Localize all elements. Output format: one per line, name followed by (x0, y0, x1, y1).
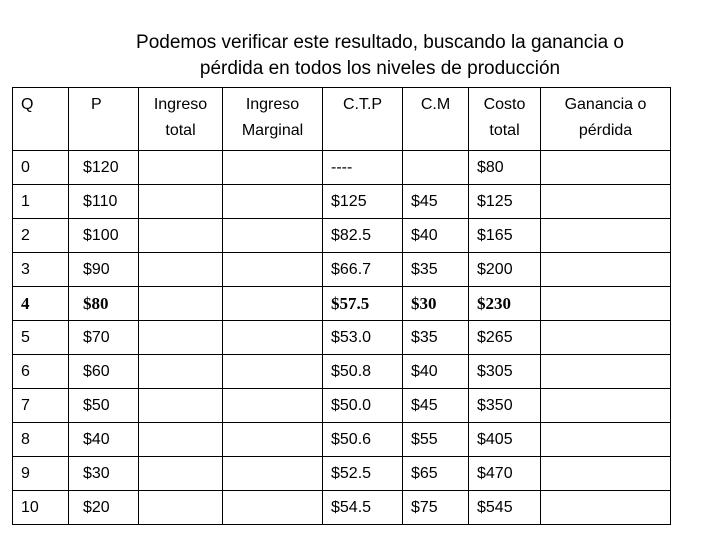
cell-ingreso-marginal (223, 253, 323, 287)
cell-costo-total: $165 (469, 219, 541, 253)
header-ingreso-marginal-line1: Ingreso (245, 96, 300, 113)
cell-ganancia (541, 491, 671, 525)
cell-ingreso-total (139, 287, 223, 321)
header-costo-total-line1: Costo (483, 96, 526, 113)
cell-ingreso-total (139, 423, 223, 457)
cell-ingreso-total (139, 219, 223, 253)
title-line-1: Podemos verificar este resultado, buscando la ganancia o (136, 32, 624, 53)
cell-ingreso-total (139, 253, 223, 287)
cell-q: 4 (13, 287, 69, 321)
cell-p: $60 (69, 355, 139, 389)
cell-ingreso-marginal (223, 389, 323, 423)
cell-p: $120 (69, 151, 139, 185)
cell-costo-total: $230 (469, 287, 541, 321)
cell-ganancia (541, 253, 671, 287)
header-costo-total (469, 88, 541, 151)
header-ingreso-total (139, 88, 223, 151)
cell-ganancia (541, 185, 671, 219)
header-q: Q (13, 88, 69, 151)
cell-cm: $35 (403, 321, 469, 355)
cell-cm: $30 (403, 287, 469, 321)
cell-ganancia (541, 457, 671, 491)
cell-costo-total: $350 (469, 389, 541, 423)
cell-ganancia (541, 287, 671, 321)
cell-ingreso-marginal (223, 491, 323, 525)
cell-p: $30 (69, 457, 139, 491)
cell-ctp: $57.5 (323, 287, 403, 321)
cell-ingreso-marginal (223, 457, 323, 491)
cell-p: $100 (69, 219, 139, 253)
cell-ganancia (541, 151, 671, 185)
cell-q: 1 (13, 185, 69, 219)
cell-cm: $75 (403, 491, 469, 525)
table-row (13, 253, 671, 287)
cell-p: $50 (69, 389, 139, 423)
cell-costo-total: $405 (469, 423, 541, 457)
cell-p: $40 (69, 423, 139, 457)
cell-ingreso-marginal (223, 219, 323, 253)
cell-ctp: $50.6 (323, 423, 403, 457)
cell-q: 7 (13, 389, 69, 423)
header-cm: C.M (403, 88, 469, 151)
table-row (13, 219, 671, 253)
cell-ingreso-marginal (223, 355, 323, 389)
cell-cm: $45 (403, 185, 469, 219)
cell-ingreso-marginal (223, 151, 323, 185)
cell-costo-total: $305 (469, 355, 541, 389)
cell-costo-total: $470 (469, 457, 541, 491)
header-ingreso-total-line1: Ingreso (153, 96, 208, 113)
table-row (13, 423, 671, 457)
cell-cm: $55 (403, 423, 469, 457)
production-table (12, 87, 671, 525)
table-row (13, 457, 671, 491)
cell-ctp: $52.5 (323, 457, 403, 491)
cell-q: 0 (13, 151, 69, 185)
cell-ingreso-total (139, 355, 223, 389)
cell-p: $110 (69, 185, 139, 219)
cell-cm: $40 (403, 355, 469, 389)
cell-costo-total: $125 (469, 185, 541, 219)
cell-p: $20 (69, 491, 139, 525)
cell-costo-total: $200 (469, 253, 541, 287)
cell-q: 10 (13, 491, 69, 525)
table-row (13, 491, 671, 525)
table-row (13, 287, 671, 321)
title-line-2: pérdida en todos los niveles de producción (199, 58, 561, 79)
cell-q: 6 (13, 355, 69, 389)
cell-costo-total: $545 (469, 491, 541, 525)
cell-q: 8 (13, 423, 69, 457)
cell-q: 3 (13, 253, 69, 287)
cell-ingreso-marginal (223, 321, 323, 355)
page-title (80, 30, 680, 82)
table-body (13, 151, 671, 525)
table-row (13, 321, 671, 355)
cell-ingreso-marginal (223, 423, 323, 457)
header-p-label: P (91, 96, 102, 113)
cell-ingreso-total (139, 151, 223, 185)
cell-ctp: $50.0 (323, 389, 403, 423)
table-row (13, 389, 671, 423)
cell-ganancia (541, 423, 671, 457)
cell-p: $80 (69, 287, 139, 321)
cell-cm: $65 (403, 457, 469, 491)
cell-ingreso-total (139, 457, 223, 491)
header-ganancia-line1: Ganancia o (564, 96, 647, 113)
header-ingreso-marginal-line2: Marginal (241, 122, 304, 139)
header-ganancia-line2: pérdida (578, 122, 633, 139)
header-row (13, 88, 671, 151)
table-row (13, 355, 671, 389)
cell-ctp: ---- (323, 151, 403, 185)
cell-cm: $40 (403, 219, 469, 253)
cell-ingreso-total (139, 491, 223, 525)
cell-cm (403, 151, 469, 185)
cell-ingreso-total (139, 185, 223, 219)
cell-p: $70 (69, 321, 139, 355)
cell-q: 5 (13, 321, 69, 355)
header-ctp: C.T.P (323, 88, 403, 151)
cell-ctp: $50.8 (323, 355, 403, 389)
cell-q: 9 (13, 457, 69, 491)
cell-ctp: $54.5 (323, 491, 403, 525)
header-ganancia (541, 88, 671, 151)
header-costo-total-line2: total (489, 122, 520, 139)
header-ingreso-marginal (223, 88, 323, 151)
table-row (13, 151, 671, 185)
cell-ingreso-total (139, 389, 223, 423)
cell-cm: $35 (403, 253, 469, 287)
header-p (69, 88, 139, 151)
cell-ganancia (541, 321, 671, 355)
cell-ctp: $82.5 (323, 219, 403, 253)
cell-costo-total: $265 (469, 321, 541, 355)
cell-ingreso-total (139, 321, 223, 355)
cell-ganancia (541, 219, 671, 253)
cell-costo-total: $80 (469, 151, 541, 185)
cell-ctp: $66.7 (323, 253, 403, 287)
cell-ganancia (541, 355, 671, 389)
cell-ctp: $53.0 (323, 321, 403, 355)
cell-ctp: $125 (323, 185, 403, 219)
cell-cm: $45 (403, 389, 469, 423)
table-row (13, 185, 671, 219)
cell-ingreso-marginal (223, 287, 323, 321)
cell-p: $90 (69, 253, 139, 287)
cell-ganancia (541, 389, 671, 423)
cell-ingreso-marginal (223, 185, 323, 219)
header-ingreso-total-line2: total (165, 122, 196, 139)
cell-q: 2 (13, 219, 69, 253)
